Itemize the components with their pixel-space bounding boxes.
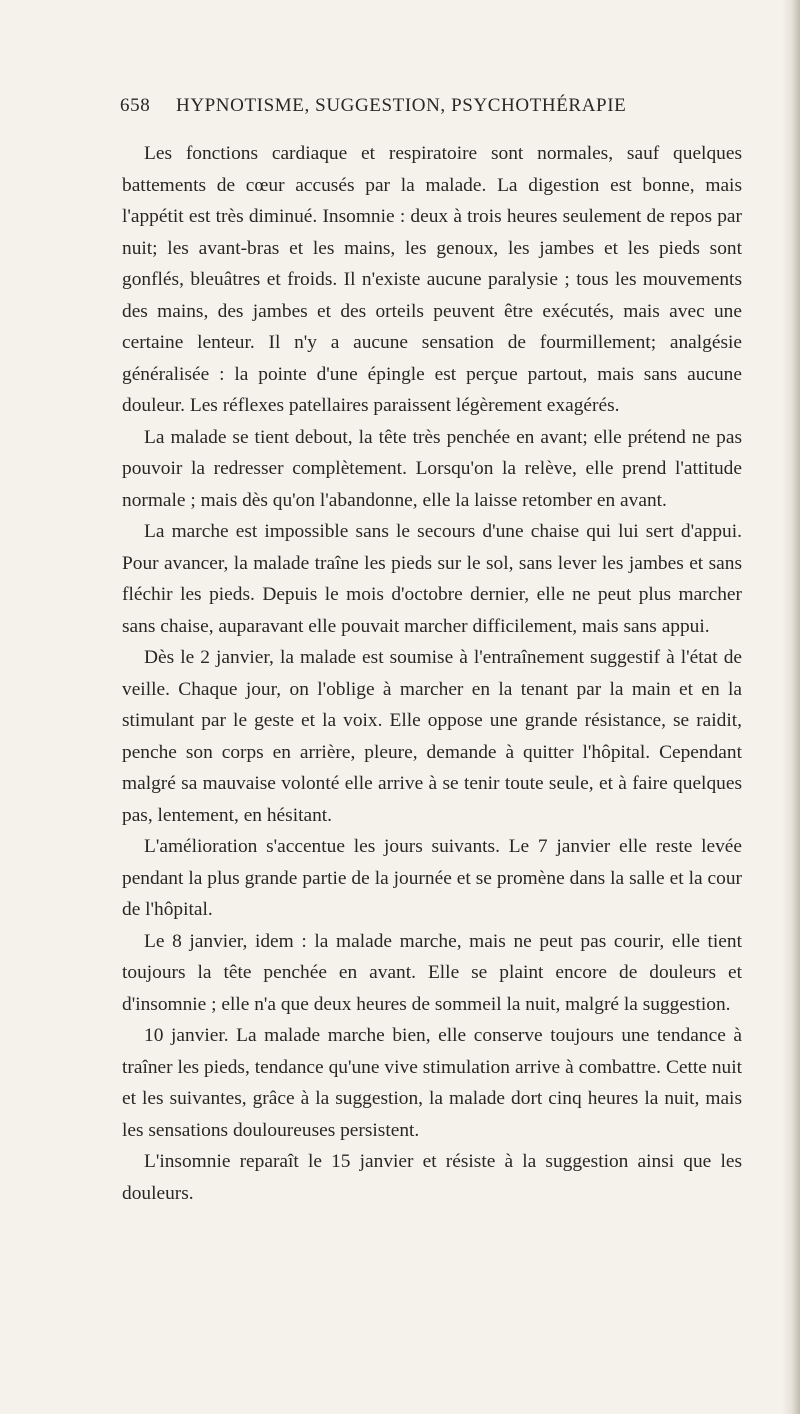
page-edge-shadow xyxy=(782,0,800,1414)
paragraph-2: La malade se tient debout, la tête très penchée en avant; elle prétend ne pas pouvoir la redresser complètement. Lorsqu'on la relève, elle prend l'attitude normale ; mais dès qu'on l'abandonne, elle la laisse retomber en avant. xyxy=(122,426,742,511)
body-text xyxy=(122,138,742,1209)
paragraph-8: L'insomnie reparaît le 15 janvier et résiste à la suggestion ainsi que les douleurs. xyxy=(122,1151,742,1204)
paragraph-7: 10 janvier. La malade marche bien, elle conserve toujours une tendance à traîner les pieds, tendance qu'une vive stimulation arrive à combattre. Cette nuit et les suivantes, grâce à la suggestion, la malade dort cinq heures la nuit, mais les sensations douloureuses persistent. xyxy=(122,1025,742,1141)
running-head xyxy=(120,95,740,125)
page-number: 658 xyxy=(120,95,151,116)
paragraph-4: Dès le 2 janvier, la malade est soumise à l'entraînement suggestif à l'état de veille. Chaque jour, on l'oblige à marcher en la tenant par la main et en la stimulant par le geste et la voix. Elle oppose une grande résistance, se raidit, penche son corps en arrière, pleure, demande à quitter l'hôpital. Cependant malgré sa mauvaise volonté elle arrive à se tenir toute seule, et à faire quelques pas, lentement, en hésitant. xyxy=(122,647,742,826)
paragraph-1: Les fonctions cardiaque et respiratoire sont normales, sauf quelques battements de cœur accusés par la malade. La digestion est bonne, mais l'appétit est très diminué. Insomnie : deux à trois heures seulement de repos par nuit; les avant-bras et les mains, les genoux, les jambes et les pieds sont gonflés, bleuâtres et froids. Il n'existe aucune paralysie ; tous les mouvements des mains, des jambes et des orteils peuvent être exécutés, mais avec une certaine lenteur. Il n'y a aucune sensation de fourmillement; analgésie généralisée : la pointe d'une épingle est perçue partout, mais sans aucune douleur. Les réflexes patellaires paraissent légèrement exagérés. xyxy=(122,143,742,416)
paragraph-5: L'amélioration s'accentue les jours suivants. Le 7 janvier elle reste levée pendant la plus grande partie de la journée et se promène dans la salle et la cour de l'hôpital. xyxy=(122,836,742,920)
running-title: HYPNOTISME, SUGGESTION, PSYCHOTHÉRAPIE xyxy=(176,95,627,116)
paragraph-3: La marche est impossible sans le secours d'une chaise qui lui sert d'appui. Pour avancer, la malade traîne les pieds sur le sol, sans lever les jambes et sans fléchir les pieds. Depuis le mois d'octobre dernier, elle ne peut plus marcher sans chaise, auparavant elle pouvait marcher difficilement, mais sans appui. xyxy=(122,521,742,637)
paragraph-6: Le 8 janvier, idem : la malade marche, mais ne peut pas courir, elle tient toujours la tête penchée en avant. Elle se plaint encore de douleurs et d'insomnie ; elle n'a que deux heures de sommeil la nuit, malgré la suggestion. xyxy=(122,930,742,1015)
